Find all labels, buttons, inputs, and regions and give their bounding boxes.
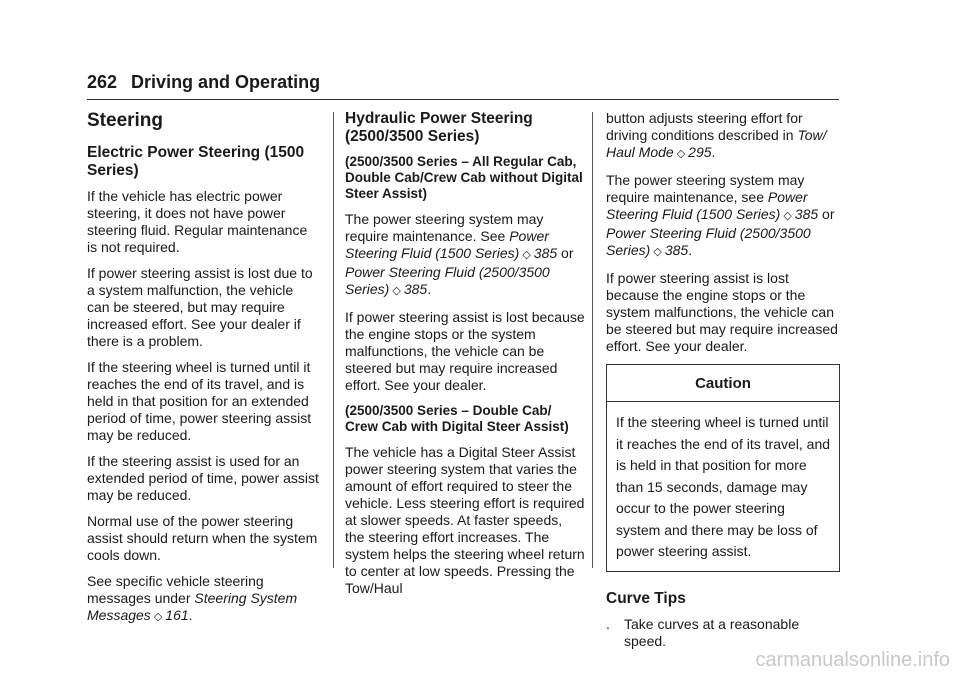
reference-title: Power Steering Fluid (1500 Series) [345,228,549,261]
reference-page: 385 [533,245,558,261]
reference-title: Power Steering Fluid (2500/3500 Series) [606,225,811,258]
reference-title: Power Steering Fluid (1500 Series) [606,189,808,222]
series-subheading: (2500/3500 Series – Double Cab/ Crew Cab with Digital Steer Assist) [345,403,569,434]
paragraph: If the steering assist is used for an extended period of time, power assist may be reduced. [87,453,319,503]
paragraph: Normal use of the power steering assist should return when the system cools down. [87,513,318,563]
page-ref-icon: ◇ [392,285,401,297]
list-item-text: Take curves at a reasonable speed. [624,615,800,649]
watermark: carmanualsonline.info [755,649,950,671]
cross-reference-link[interactable] [345,264,550,297]
column-divider-2 [592,112,593,568]
reference-title: Tow/ Haul Mode [606,127,827,160]
paragraph: If power steering assist is lost because the engine stops or the system malfunctions, the vehicle can be steered but may require increased effort. See your dealer. [345,309,585,393]
bullet-marker: . [606,615,610,632]
paragraph-text: See specific vehicle steering messages under [87,573,264,606]
paragraph: If power steering assist is lost due to a system malfunction, the vehicle can be steered, but may require increased effort. See your dealer if there is a problem. [87,265,313,349]
list-item [606,616,840,650]
electric-power-steering-heading: Electric Power Steering (1500 Series) [87,144,305,179]
paragraph: If the steering wheel is turned until it reaches the end of its travel, and is held in that position for an extended period of time, power steering assist may be reduced. [87,359,312,443]
steering-heading: Steering [87,110,164,131]
paragraph-text: or [557,245,574,261]
reference-title: Power Steering Fluid (2500/3500 Series) [345,264,550,297]
reference-page: 295 [688,144,712,160]
reference-page: 385 [794,206,819,222]
paragraph [87,573,319,626]
cross-reference-link[interactable] [606,225,811,258]
paragraph: The vehicle has a Digital Steer Assist power steering system that varies the amount of effort required to steer the vehicle. Less steering effort is required at slower speeds. At faster speeds, the steering effort increases. The system helps the steering wheel return to center at low speeds. Pressing the Tow/Haul [345,444,585,596]
reference-title: Steering System Messages [87,590,298,623]
hydraulic-power-steering-heading: Hydraulic Power Steering (2500/3500 Series) [345,110,533,145]
paragraph: If the vehicle has electric power steering, it does not have power steering fluid. Regular maintenance is not required. [87,188,308,255]
page-ref-icon: ◇ [522,249,531,261]
caution-box [606,364,840,572]
punctuation: . [427,281,432,297]
page-ref-icon: ◇ [653,246,662,258]
punctuation: . [688,242,693,258]
paragraph [606,110,840,163]
caution-title: Caution [607,365,839,402]
page-header [87,72,320,93]
column-3 [606,110,840,650]
paragraph-text: The power steering system may require maintenance. See [345,211,544,244]
paragraph: If power steering assist is lost because the engine stops or the system malfunctions, the vehicle can be steered but may require increased effort. See your dealer. [606,270,838,354]
paragraph [345,211,585,300]
punctuation: . [188,607,193,623]
reference-page: 385 [664,242,689,258]
page-number: 262 [87,72,118,92]
paragraph-text: or [818,206,835,222]
punctuation: . [711,144,716,160]
paragraph-text: button adjusts steering effort for driving conditions described in [606,110,803,143]
header-divider [87,99,839,100]
column-2 [345,110,585,606]
reference-page: 161 [165,607,189,623]
page-ref-icon: ◇ [783,210,792,222]
page-ref-icon: ◇ [676,148,686,160]
series-subheading: (2500/3500 Series – All Regular Cab, Double Cab/Crew Cab without Digital Steer Assist) [345,154,583,201]
paragraph-text: The power steering system may require maintenance, see [606,172,805,205]
column-divider-1 [333,112,334,568]
paragraph [606,172,840,261]
page-ref-icon: ◇ [153,611,163,623]
column-1 [87,110,319,635]
caution-body: If the steering wheel is turned until it reaches the end of its travel, and is held in that position for more than 15 seconds, damage may occur to the power steering system and there may be loss of power steering assist. [616,414,831,559]
curve-tips-heading: Curve Tips [606,589,686,607]
reference-page: 385 [403,281,428,297]
section-title: Driving and Operating [131,72,321,92]
